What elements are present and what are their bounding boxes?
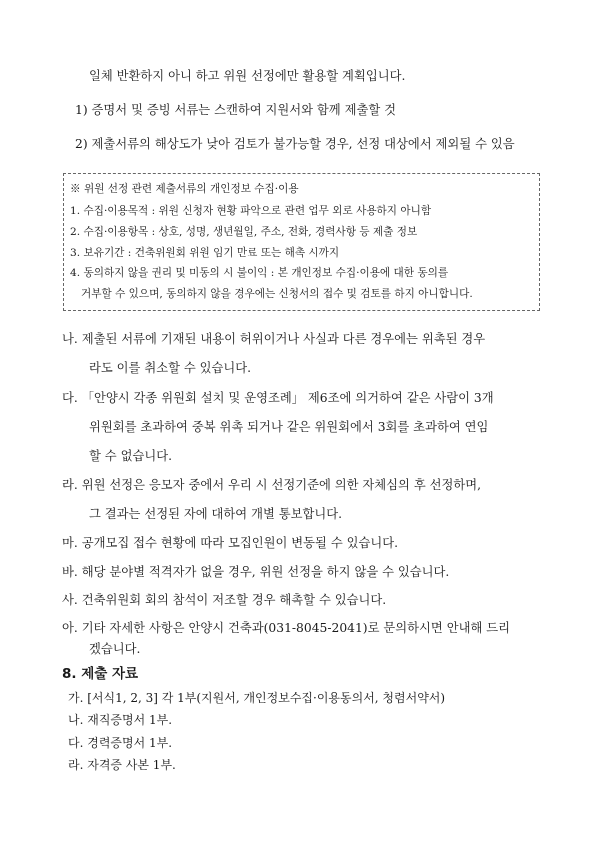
privacy-item-1: 1. 수집·이용목적 : 위원 신청자 현황 파악으로 관련 업무 외로 사용하지 아니함 bbox=[70, 205, 432, 217]
privacy-item-4: 4. 동의하지 않을 권리 및 미동의 시 불이익 : 본 개인정보 수집·이용에 대한 동의를 bbox=[70, 267, 449, 279]
privacy-item-3: 3. 보유기간 : 건축위원회 위원 임기 만료 또는 해촉 시까지 bbox=[70, 247, 340, 259]
privacy-item-2: 2. 수집·이용항목 : 상호, 성명, 생년월일, 주소, 전화, 경력사항 등 제출 정보 bbox=[70, 226, 418, 238]
notice-a-cont: 겠습니다. bbox=[89, 642, 141, 656]
notice-da-cont-1: 위원회를 초과하여 중복 위촉 되거나 같은 위원회에서 3회를 초과하여 연임 bbox=[89, 420, 489, 434]
notice-ra-cont: 그 결과는 선정된 자에 대하여 개별 통보합니다. bbox=[89, 507, 343, 521]
notice-na: 나. 제출된 서류에 기재된 내용이 허위이거나 사실과 다른 경우에는 위촉된 경우 bbox=[62, 332, 486, 346]
privacy-notice-box bbox=[63, 173, 540, 311]
submission-item-da: 다. 경력증명서 1부. bbox=[68, 736, 173, 750]
privacy-item-4-cont: 거부할 수 있으며, 동의하지 않을 경우에는 신청서의 접수 및 검토를 하지 아니합니다. bbox=[81, 288, 473, 300]
submission-item-ga: 가. [서식1, 2, 3] 각 1부(지원서, 개인정보수집·이용동의서, 청렴서약서) bbox=[68, 691, 446, 705]
notice-na-cont: 라도 이를 취소할 수 있습니다. bbox=[89, 361, 252, 375]
intro-continuation: 일체 반환하지 아니 하고 위원 선정에만 활용할 계획입니다. bbox=[89, 69, 406, 83]
notice-da-cont-2: 할 수 없습니다. bbox=[89, 449, 172, 463]
notice-ra: 라. 위원 선정은 응모자 중에서 우리 시 선정기준에 의한 자체심의 후 선정하며, bbox=[62, 478, 482, 492]
submission-item-ra: 라. 자격증 사본 1부. bbox=[68, 758, 176, 772]
section-8-heading: 8. 제출 자료 bbox=[62, 666, 139, 682]
submission-item-na: 나. 재직증명서 1부. bbox=[68, 713, 173, 727]
intro-item-1: 1) 증명서 및 증빙 서류는 스캔하여 지원서와 함께 제출할 것 bbox=[75, 103, 397, 117]
notice-ma: 마. 공개모집 접수 현황에 따라 모집인원이 변동될 수 있습니다. bbox=[62, 536, 399, 550]
notice-ba: 바. 해당 분야별 적격자가 없을 경우, 위원 선정을 하지 않을 수 있습니다. bbox=[62, 565, 450, 579]
notice-sa: 사. 건축위원회 회의 참석이 저조할 경우 해촉할 수 있습니다. bbox=[62, 593, 387, 607]
notice-a: 아. 기타 자세한 사항은 안양시 건축과(031-8045-2041)로 문의하시면 안내해 드리 bbox=[62, 621, 510, 635]
privacy-box-title: ※ 위원 선정 관련 제출서류의 개인정보 수집·이용 bbox=[70, 183, 299, 195]
notice-da: 다. 「안양시 각종 위원회 설치 및 운영조례」 제6조에 의거하여 같은 사람이 3개 bbox=[62, 391, 494, 405]
intro-item-2: 2) 제출서류의 해상도가 낮아 검토가 불가능할 경우, 선정 대상에서 제외될 수 있음 bbox=[75, 137, 515, 151]
